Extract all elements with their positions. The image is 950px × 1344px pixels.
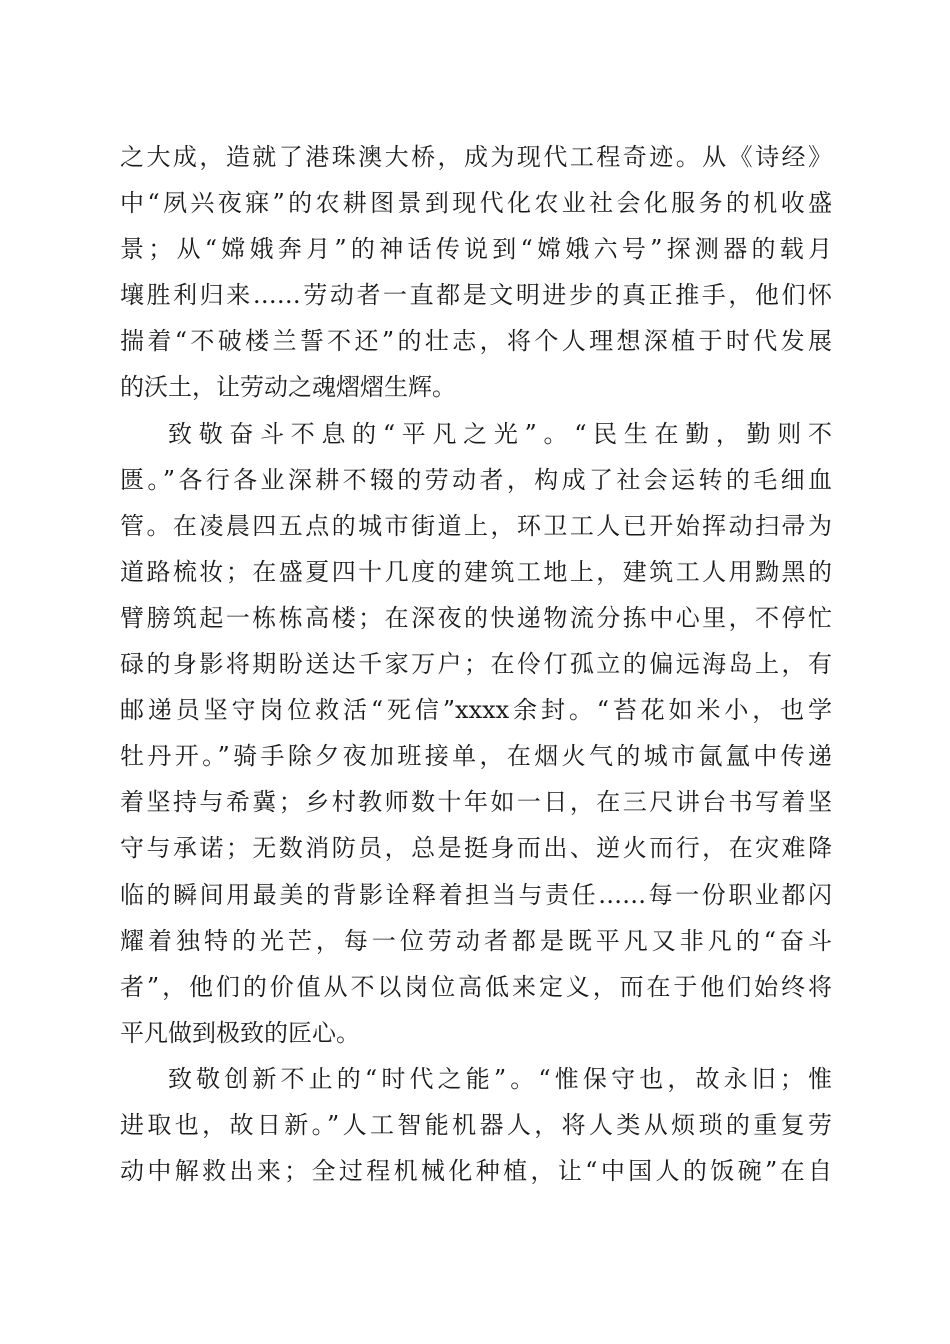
text-line: 平凡做到极致的匠心。 [120,1018,360,1047]
body-text [120,134,832,1194]
text-line: 管。在凌晨四五点的城市街道上，环卫工人已开始挥动扫帚为 [120,511,832,540]
text-line: 之大成，造就了港珠澳大桥，成为现代工程奇迹。从《诗经》 [120,143,832,171]
text-line: 碌的身影将期盼送达千家万户；在伶仃孤立的偏远海岛上，有 [120,650,832,679]
text-line: 进取也，故日新。”人工智能机器人，将人类从烦琐的重复劳 [120,1110,832,1139]
text-line: 牡丹开。”骑手除夕夜加班接单，在烟火气的城市氤氲中传递 [120,742,832,771]
text-line: 壤胜利归来……劳动者一直都是文明进步的真正推手，他们怀 [120,281,832,310]
text-line: 守与承诺；无数消防员，总是挺身而出、逆火而行，在灾难降 [120,834,832,863]
text-line: 动中解救出来；全过程机械化种植，让“中国人的饭碗”在自 [120,1157,832,1186]
text-line: 致敬创新不止的“时代之能”。“惟保守也，故永旧；惟 [168,1064,832,1093]
text-line: 景；从“嫦娥奔月”的神话传说到“嫦娥六号”探测器的载月 [120,235,832,264]
text-line: 臂膀筑起一栋栋高楼；在深夜的快递物流分拣中心里，不停忙 [120,603,832,632]
text-line: 临的瞬间用最美的背影诠释着担当与责任……每一份职业都闪 [120,880,832,909]
text-line: 的沃土，让劳动之魂熠熠生辉。 [120,373,456,402]
text-line: 致敬奋斗不息的“平凡之光”。“民生在勤，勤则不 [168,419,832,448]
text-line: 揣着“不破楼兰誓不还”的壮志，将个人理想深植于时代发展 [120,327,832,356]
text-line: 道路梳妆；在盛夏四十几度的建筑工地上，建筑工人用黝黑的 [120,557,832,586]
text-line: 匮。”各行各业深耕不辍的劳动者，构成了社会运转的毛细血 [120,465,832,494]
paragraph-2 [120,411,832,1056]
text-line: 邮递员坚守岗位救活“死信”xxxx余封。“苔花如米小，也学 [120,696,832,725]
text-line: 者”，他们的价值从不以岗位高低来定义，而在于他们始终将 [120,972,832,1001]
text-line: 中“夙兴夜寐”的农耕图景到现代化农业社会化服务的机收盛 [120,189,832,218]
paragraph-1 [120,134,832,411]
paragraph-3 [120,1056,832,1194]
text-line: 耀着独特的光芒，每一位劳动者都是既平凡又非凡的“奋斗 [120,926,832,955]
text-line: 着坚持与希冀；乡村教师数十年如一日，在三尺讲台书写着坚 [120,788,832,817]
